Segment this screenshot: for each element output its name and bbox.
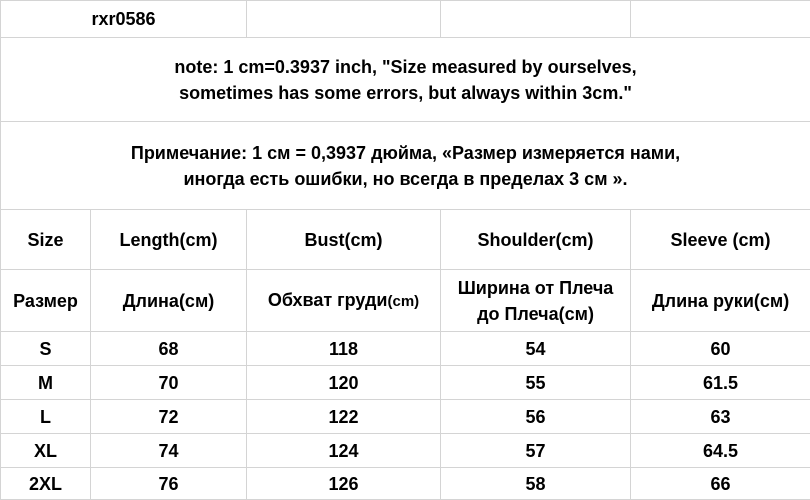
bust-value: 126 — [247, 468, 441, 500]
header-bust-ru-label: Обхват груди — [268, 290, 388, 310]
shoulder-value: 54 — [441, 332, 631, 366]
shoulder-value: 55 — [441, 366, 631, 400]
size-value: 2XL — [1, 468, 91, 500]
header-length-ru: Длина(см) — [91, 270, 247, 332]
shoulder-value: 58 — [441, 468, 631, 500]
length-value: 74 — [91, 434, 247, 468]
bust-value: 122 — [247, 400, 441, 434]
size-value: S — [1, 332, 91, 366]
length-value: 72 — [91, 400, 247, 434]
bust-value: 124 — [247, 434, 441, 468]
table-row — [1, 434, 810, 468]
shoulder-value: 57 — [441, 434, 631, 468]
english-note — [1, 38, 810, 122]
empty-cell — [247, 1, 441, 38]
header-size: Size — [1, 210, 91, 270]
header-size-ru: Размер — [1, 270, 91, 332]
header-length: Length(cm) — [91, 210, 247, 270]
sleeve-value: 64.5 — [631, 434, 810, 468]
length-value: 70 — [91, 366, 247, 400]
sleeve-value: 63 — [631, 400, 810, 434]
bust-value: 120 — [247, 366, 441, 400]
sleeve-value: 66 — [631, 468, 810, 500]
header-sleeve: Sleeve (cm) — [631, 210, 810, 270]
header-shoulder-ru-line-1: Ширина от Плеча — [441, 275, 630, 301]
table-row — [1, 468, 810, 500]
empty-cell — [631, 1, 810, 38]
russian-note-line-2: иногда есть ошибки, но всегда в пределах 3 см ». — [1, 166, 810, 192]
shoulder-value: 56 — [441, 400, 631, 434]
header-bust-ru-unit: (cm) — [388, 293, 420, 310]
table-row — [1, 332, 810, 366]
english-note-line-2: sometimes has some errors, but always within 3cm." — [1, 80, 810, 106]
russian-note-row — [1, 122, 810, 210]
header-shoulder-ru-line-2: до Плеча(см) — [441, 301, 630, 327]
product-code-row — [1, 1, 810, 38]
length-value: 68 — [91, 332, 247, 366]
product-code: rxr0586 — [1, 1, 247, 38]
table-row — [1, 400, 810, 434]
sleeve-value: 61.5 — [631, 366, 810, 400]
header-bust-ru — [247, 270, 441, 332]
sleeve-value: 60 — [631, 332, 810, 366]
size-value: M — [1, 366, 91, 400]
header-shoulder-ru — [441, 270, 631, 332]
header-bust: Bust(cm) — [247, 210, 441, 270]
empty-cell — [441, 1, 631, 38]
size-value: L — [1, 400, 91, 434]
english-header-row — [1, 210, 810, 270]
header-shoulder: Shoulder(cm) — [441, 210, 631, 270]
russian-header-row — [1, 270, 810, 332]
english-note-line-1: note: 1 cm=0.3937 inch, "Size measured by ourselves, — [1, 54, 810, 80]
size-value: XL — [1, 434, 91, 468]
english-note-row — [1, 38, 810, 122]
table-row — [1, 366, 810, 400]
russian-note — [1, 122, 810, 210]
length-value: 76 — [91, 468, 247, 500]
bust-value: 118 — [247, 332, 441, 366]
header-sleeve-ru: Длина руки(см) — [631, 270, 810, 332]
russian-note-line-1: Примечание: 1 см = 0,3937 дюйма, «Размер измеряется нами, — [1, 140, 810, 166]
